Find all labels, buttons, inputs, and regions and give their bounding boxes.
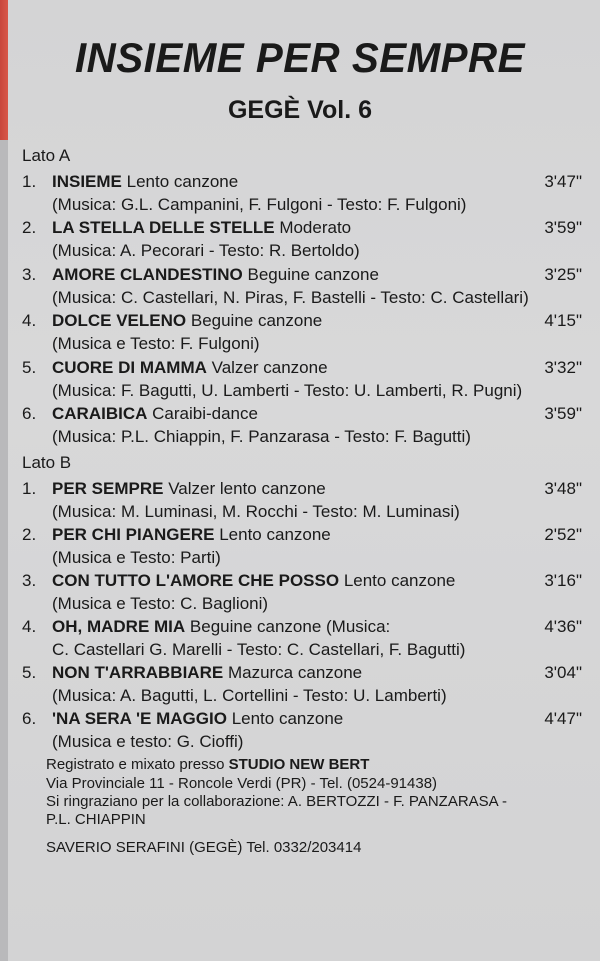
track-number: 4.: [22, 311, 37, 330]
track-number: 3.: [22, 571, 37, 590]
track-title-line: [52, 477, 326, 500]
track-duration: 3'59": [544, 218, 582, 237]
track-name: OH, MADRE MIA: [52, 617, 186, 636]
album-subtitle: GEGÈ Vol. 6: [227, 96, 373, 124]
studio-address: Via Provinciale 11 - Roncole Verdi (PR) - Tel. (0524-91438): [46, 775, 438, 792]
track-name: INSIEME: [52, 172, 122, 191]
track-style: Moderato: [279, 218, 352, 237]
track-title-line: [52, 263, 379, 286]
track-title-line: [52, 356, 328, 379]
track-credit: (Musica e Testo: C. Baglioni): [52, 594, 269, 613]
track-style: Valzer canzone: [211, 358, 328, 377]
track-title-line: [52, 216, 351, 239]
track-name: LA STELLA DELLE STELLE: [52, 218, 275, 237]
track-title-line: [52, 569, 455, 592]
track-name: DOLCE VELENO: [52, 311, 187, 330]
track-number: 6.: [22, 404, 37, 423]
track-style: Lento canzone: [343, 571, 456, 590]
track-credit: (Musica: G.L. Campanini, F. Fulgoni - Testo: F. Fulgoni): [52, 195, 467, 214]
track-style: Valzer lento canzone: [168, 479, 326, 498]
track-title-line: [52, 170, 238, 193]
track-style: Lento canzone: [126, 172, 239, 191]
studio-name: STUDIO NEW BERT: [228, 756, 370, 773]
track-title-line: [52, 615, 390, 638]
track-title-line: [52, 707, 343, 730]
track-duration: 2'52": [544, 525, 582, 544]
thanks-line-2: P.L. CHIAPPIN: [46, 811, 146, 828]
track-credit: C. Castellari G. Marelli - Testo: C. Castellari, F. Bagutti): [52, 640, 466, 659]
track-title-line: [52, 523, 331, 546]
track-title-line: [52, 309, 322, 332]
track-duration: 3'16": [544, 571, 582, 590]
recording-info: [46, 756, 369, 774]
track-duration: 4'47": [544, 709, 582, 728]
track-credit: (Musica: A. Bagutti, L. Cortellini - Testo: U. Lamberti): [52, 686, 447, 705]
track-number: 3.: [22, 265, 37, 284]
track-name: CUORE DI MAMMA: [52, 358, 207, 377]
side-b-label: Lato B: [22, 453, 72, 472]
album-title: INSIEME PER SEMPRE: [74, 34, 526, 81]
track-duration: 4'36": [544, 617, 582, 636]
thanks-line-1: Si ringraziano per la collaborazione: A. BERTOZZI - F. PANZARASA -: [46, 793, 508, 810]
track-credit: (Musica e testo: G. Cioffi): [52, 732, 244, 751]
track-number: 2.: [22, 218, 37, 237]
recorded-prefix: Registrato e mixato presso: [46, 756, 225, 773]
track-name: NON T'ARRABBIARE: [52, 663, 224, 682]
track-number: 4.: [22, 617, 37, 636]
track-credit: (Musica e Testo: F. Fulgoni): [52, 334, 260, 353]
track-duration: 3'59": [544, 404, 582, 423]
track-credit: (Musica e Testo: Parti): [52, 548, 221, 567]
track-name: CON TUTTO L'AMORE CHE POSSO: [52, 571, 340, 590]
track-duration: 3'25": [544, 265, 582, 284]
track-duration: 3'32": [544, 358, 582, 377]
track-credit: (Musica: M. Luminasi, M. Rocchi - Testo: M. Luminasi): [52, 502, 460, 521]
track-name: CARAIBICA: [52, 404, 148, 423]
track-duration: 3'47": [544, 172, 582, 191]
track-duration: 4'15": [544, 311, 582, 330]
side-a-label: Lato A: [22, 146, 71, 165]
track-style: Beguine canzone (Musica:: [189, 617, 391, 636]
track-name: PER CHI PIANGERE: [52, 525, 215, 544]
track-number: 2.: [22, 525, 37, 544]
track-number: 1.: [22, 172, 37, 191]
track-style: Lento canzone: [219, 525, 331, 544]
track-style: Beguine canzone: [190, 311, 323, 330]
contact-line: SAVERIO SERAFINI (GEGÈ) Tel. 0332/203414: [46, 839, 362, 856]
track-duration: 3'04": [544, 663, 582, 682]
track-number: 1.: [22, 479, 37, 498]
track-title-line: [52, 402, 258, 425]
track-name: 'NA SERA 'E MAGGIO: [52, 709, 227, 728]
track-duration: 3'48": [544, 479, 582, 498]
track-credit: (Musica: P.L. Chiappin, F. Panzarasa - Testo: F. Bagutti): [52, 427, 471, 446]
track-style: Beguine canzone: [247, 265, 379, 284]
track-number: 6.: [22, 709, 37, 728]
track-style: Mazurca canzone: [227, 663, 363, 682]
track-number: 5.: [22, 663, 37, 682]
track-number: 5.: [22, 358, 37, 377]
track-credit: (Musica: F. Bagutti, U. Lamberti - Testo: U. Lamberti, R. Pugni): [52, 381, 523, 400]
track-title-line: [52, 661, 362, 684]
track-credit: (Musica: C. Castellari, N. Piras, F. Bastelli - Testo: C. Castellari): [52, 288, 529, 307]
track-name: PER SEMPRE: [52, 479, 164, 498]
track-credit: (Musica: A. Pecorari - Testo: R. Bertoldo): [52, 241, 360, 260]
track-style: Lento canzone: [231, 709, 344, 728]
track-style: Caraibi-dance: [152, 404, 258, 423]
track-name: AMORE CLANDESTINO: [52, 265, 243, 284]
